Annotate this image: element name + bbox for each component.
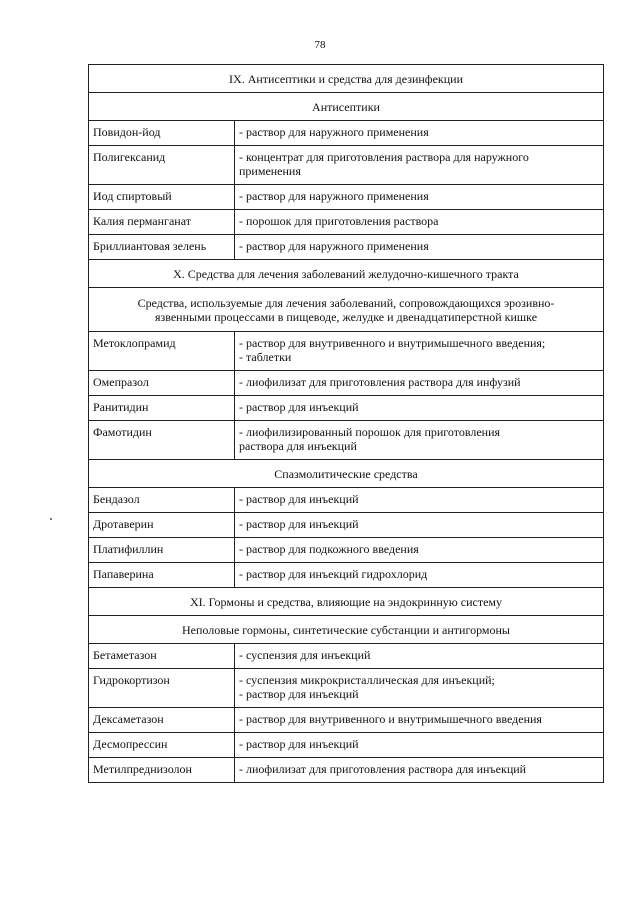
drug-row [89,563,604,588]
dosage-form-cell [235,371,604,396]
dosage-form-cell [235,758,604,783]
drug-name: Полигексанид [89,146,235,185]
section-heading-row [89,65,604,93]
drug-name: Дротаверин [89,513,235,538]
dosage-form-line: - раствор для наружного применения [239,125,429,139]
dosage-form-line: - лиофилизированный порошок для приготовления [239,425,501,439]
dosage-form-cell [235,185,604,210]
group-title: Средства, используемые для лечения заболеваний, сопровождающихся эрозивно- язвенными процессами в пищеводе, желудке и двенадцатиперстной кишке [89,288,604,332]
drug-name: Фамотидин [89,421,235,460]
group-title: Неполовые гормоны, синтетические субстанции и антигормоны [89,616,604,644]
drug-name: Бетаметазон [89,644,235,669]
dosage-form-cell [235,235,604,260]
drug-row [89,396,604,421]
drug-name: Бриллиантовая зелень [89,235,235,260]
drug-list-table-body [89,65,604,783]
dosage-form-line: - порошок для приготовления раствора [239,214,439,228]
group-title: Антисептики [89,93,604,121]
dosage-form-line: - раствор для инъекций [239,492,359,506]
dosage-form-line: - раствор для внутривенного и внутримышечного введения; [239,336,546,350]
dosage-form-line: - раствор для внутривенного и внутримышечного введения [239,712,542,726]
dosage-form-line: - раствор для наружного применения [239,189,429,203]
drug-name: Повидон-йод [89,121,235,146]
dosage-form-cell [235,488,604,513]
drug-row [89,708,604,733]
section-heading-row [89,588,604,616]
dosage-form-line: - суспензия микрокристаллическая для инъекций; [239,673,495,687]
drug-name: Папаверина [89,563,235,588]
drug-name: Калия перманганат [89,210,235,235]
drug-row [89,146,604,185]
section-title: XI. Гормоны и средства, влияющие на эндокринную систему [89,588,604,616]
dosage-form-cell [235,563,604,588]
section-title: X. Средства для лечения заболеваний желудочно-кишечного тракта [89,260,604,288]
drug-row [89,421,604,460]
drug-row [89,538,604,563]
drug-row [89,185,604,210]
dosage-form-line: - раствор для подкожного введения [239,542,419,556]
dosage-form-cell [235,146,604,185]
drug-name: Метилпреднизолон [89,758,235,783]
dosage-form-cell [235,210,604,235]
drug-name: Дексаметазон [89,708,235,733]
dosage-form-line: - лиофилизат для приготовления раствора для инъекций [239,762,527,776]
scan-speck [50,518,52,520]
dosage-form-cell [235,332,604,371]
drug-list-table [88,64,604,783]
section-heading-row [89,260,604,288]
drug-row [89,235,604,260]
dosage-form-line: - концентрат для приготовления раствора для наружного [239,150,529,164]
dosage-form-cell [235,538,604,563]
drug-name: Десмопрессин [89,733,235,758]
group-heading-row [89,288,604,332]
group-heading-row [89,93,604,121]
drug-row [89,644,604,669]
drug-name: Иод спиртовый [89,185,235,210]
drug-row [89,758,604,783]
drug-row [89,488,604,513]
dosage-form-cell [235,396,604,421]
drug-row [89,332,604,371]
dosage-form-cell [235,421,604,460]
dosage-form-cell [235,513,604,538]
dosage-form-line: - раствор для инъекций гидрохлорид [239,567,428,581]
drug-row [89,371,604,396]
dosage-form-line: - раствор для инъекций [239,517,359,531]
drug-row [89,513,604,538]
drug-name: Метоклопрамид [89,332,235,371]
dosage-form-cell [235,121,604,146]
dosage-form-line: раствора для инъекций [239,439,357,453]
drug-name: Платифиллин [89,538,235,563]
dosage-form-line: - таблетки [239,350,292,364]
drug-name: Омепразол [89,371,235,396]
dosage-form-line: - раствор для инъекций [239,400,359,414]
drug-name: Ранитидин [89,396,235,421]
page-number: 78 [314,39,326,51]
drug-row [89,733,604,758]
dosage-form-line: - суспензия для инъекций [239,648,371,662]
dosage-form-line: - лиофилизат для приготовления раствора для инфузий [239,375,521,389]
drug-row [89,121,604,146]
section-title: IX. Антисептики и средства для дезинфекции [89,65,604,93]
dosage-form-cell [235,708,604,733]
dosage-form-cell [235,644,604,669]
drug-name: Бендазол [89,488,235,513]
group-title: Спазмолитические средства [89,460,604,488]
dosage-form-cell [235,733,604,758]
group-heading-row [89,616,604,644]
dosage-form-line: - раствор для инъекций [239,687,359,701]
drug-row [89,669,604,708]
group-heading-row [89,460,604,488]
drug-name: Гидрокортизон [89,669,235,708]
dosage-form-line: применения [239,164,301,178]
dosage-form-line: - раствор для наружного применения [239,239,429,253]
dosage-form-cell [235,669,604,708]
dosage-form-line: - раствор для инъекций [239,737,359,751]
drug-row [89,210,604,235]
